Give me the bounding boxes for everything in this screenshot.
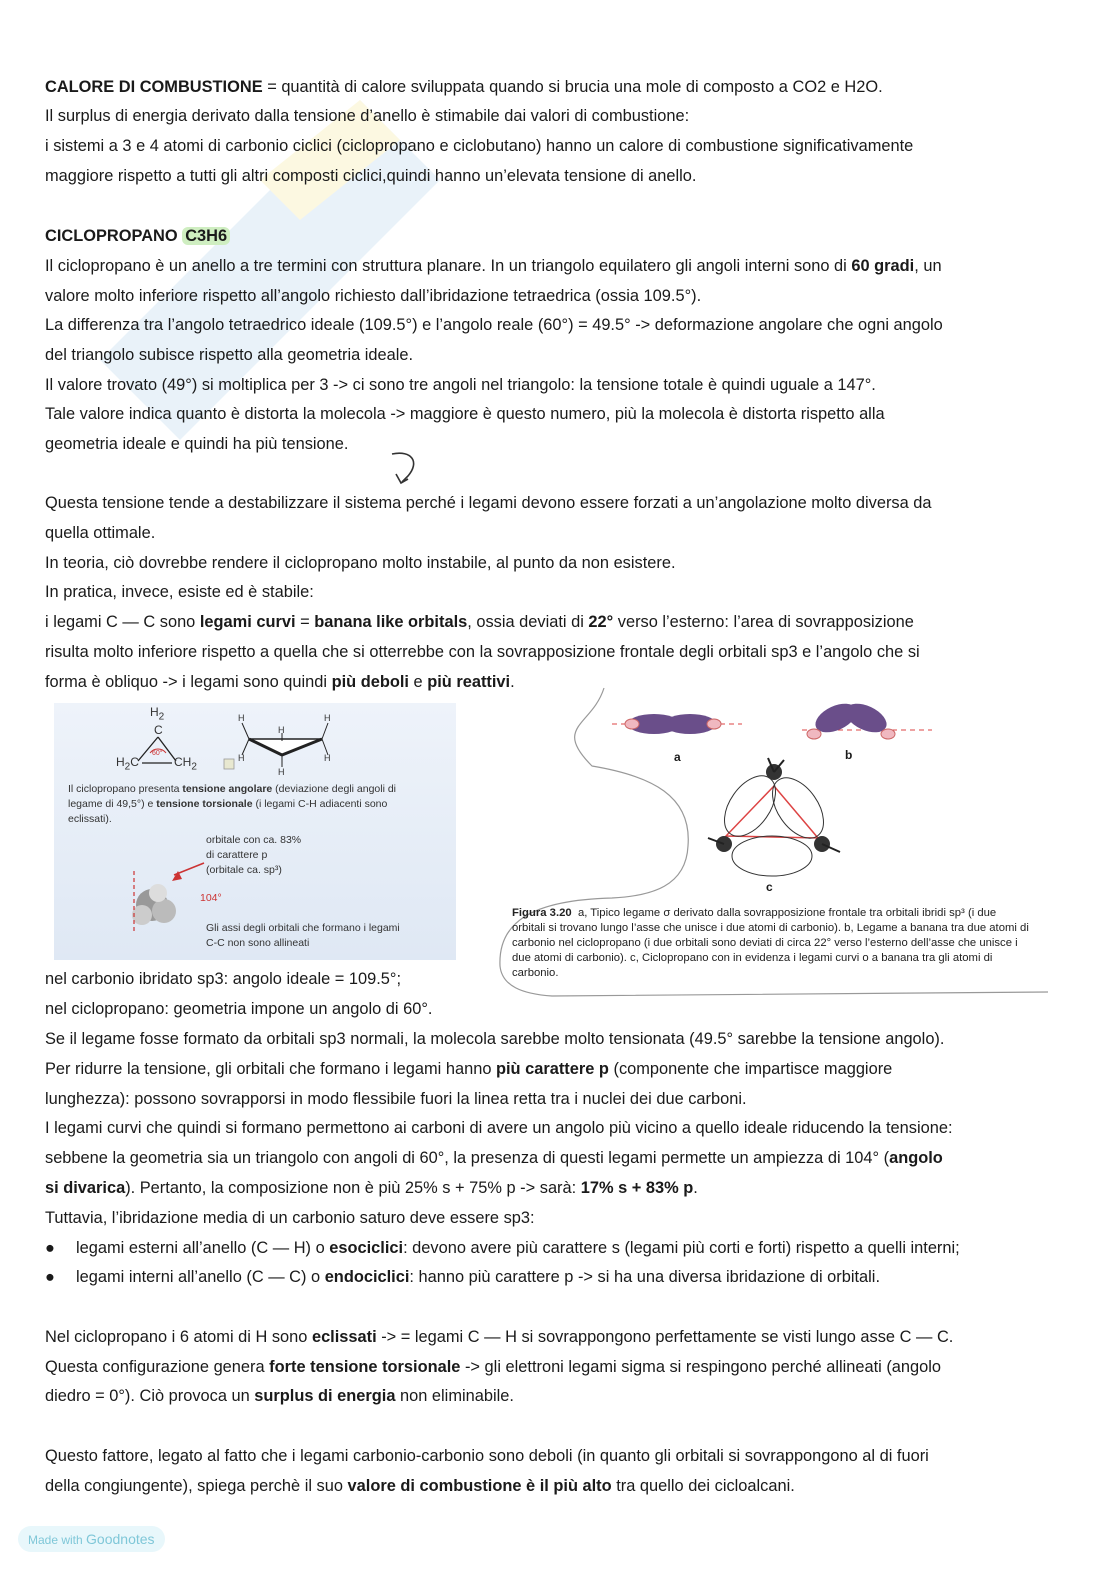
orbitale-label-2: di carattere p bbox=[206, 849, 268, 861]
calore-line-4: maggiore rispetto a tutti gli altri composti ciclici,quindi hanno un’elevata tensione di anello. bbox=[45, 167, 697, 185]
ciclo-line-6: Tale valore indica quanto è distorta la molecola -> maggiore è questo numero, più la molecola è distorta rispetto alla bbox=[45, 405, 885, 423]
bullet-icon: ● bbox=[45, 1239, 55, 1257]
bullet-esociclici: ● legami esterni all’anello (C — H) o esociclici: devono avere più carattere s (legami più corti e forti) rispetto a quelli interni; bbox=[45, 1239, 960, 1257]
figure-description-2: legame di 49,5°) e tensione torsionale (i legami C-H adiacenti sono bbox=[68, 798, 388, 810]
calore-line-3: i sistemi a 3 e 4 atomi di carbonio ciclici (ciclopropano e ciclobutano) hanno un calore di combustione significativamente bbox=[45, 137, 914, 155]
ciclo-heading: CICLOPROPANO bbox=[45, 227, 178, 245]
ciclo-line-1: Il ciclopropano è un anello a tre termini con struttura planare. In un triangolo equilatero gli angoli interni sono di 60 gradi, un bbox=[45, 257, 942, 275]
curved-arrow-icon bbox=[386, 448, 426, 488]
ciclo-heading-line bbox=[45, 225, 230, 247]
ibrid-line-1: nel carbonio ibridato sp3: angolo ideale = 109.5°; bbox=[45, 970, 402, 988]
angle-104-label: 104° bbox=[200, 892, 222, 904]
ibrid-line-4: Per ridurre la tensione, gli orbitali che formano i legami hanno più carattere p (componente che impartisce maggiore bbox=[45, 1060, 893, 1078]
tensione-line-5: i legami C — C sono legami curvi = banana like orbitals, ossia deviati di 22° verso l’esterno: l’area di sovrapposizione bbox=[45, 613, 914, 631]
assi-label-1: Gli assi degli orbitali che formano i legami bbox=[206, 922, 400, 934]
bullet-endociclici: ● legami interni all’anello (C — C) o endociclici: hanno più carattere p -> si ha una diversa ibridazione di orbitali. bbox=[45, 1268, 881, 1286]
eclissati-line-2: Questa configurazione genera forte tensione torsionale -> gli elettroni legami sigma si respingono perché allineati (angolo bbox=[45, 1358, 942, 1376]
figure-description-1: Il ciclopropano presenta tensione angolare (deviazione degli angoli di bbox=[68, 783, 397, 795]
eclissati-line-3: diedro = 0°). Ciò provoca un surplus di energia non eliminabile. bbox=[45, 1387, 514, 1405]
figure-caption: Figura 3.20 a, Tipico legame σ derivato dalla sovrapposizione frontale tra orbitali ibridi sp³ (i due orbitali si trovano lungo l’asse che unisce i due atomi di carbonio). b, Legame a banana tra due atomi di carbonio nel ciclopropano (i due orbitali sono deviati di circa 22° verso l’esterno dell’asse che unisce i due atomi di carbonio). c, Ciclopropano con in evidenza i legami curvi o a banana tra gli atomi di carbonio. bbox=[512, 907, 1029, 979]
ciclo-line-7: geometria ideale e quindi ha più tensione. bbox=[45, 435, 349, 453]
figure-label-c: c bbox=[766, 880, 773, 894]
orbitale-label-3: (orbitale ca. sp³) bbox=[206, 864, 282, 876]
orbitale-label-1: orbitale con ca. 83% bbox=[206, 834, 302, 846]
tensione-line-6: risulta molto inferiore rispetto a quella che si otterrebbe con la sovrapposizione frontale degli orbitali sp3 e l’angolo che si bbox=[45, 643, 920, 661]
figure-label-b: b bbox=[845, 748, 853, 762]
figure-description-3: eclissati). bbox=[68, 813, 112, 825]
goodnotes-badge[interactable]: Made with Goodnotes bbox=[18, 1526, 165, 1552]
ibrid-line-2: nel ciclopropano: geometria impone un angolo di 60°. bbox=[45, 1000, 433, 1018]
bullet-icon: ● bbox=[45, 1268, 55, 1286]
ibrid-line-3: Se il legame fosse formato da orbitali sp3 normali, la molecola sarebbe molto tensionata (49.5° sarebbe la tensione angolo). bbox=[45, 1030, 945, 1048]
ciclo-line-5: Il valore trovato (49°) si moltiplica per 3 -> ci sono tre angoli nel triangolo: la tensione totale è quindi uguale a 147°. bbox=[45, 376, 876, 394]
calore-line-1: CALORE DI COMBUSTIONE = quantità di calore sviluppata quando si brucia una mole di composto a CO2 e H2O. bbox=[45, 78, 883, 96]
ibrid-line-6: I legami curvi che quindi si formano permettono ai carboni di avere un angolo più vicino a quello ideale riducendo la tensione: bbox=[45, 1119, 953, 1137]
ciclo-line-4: del triangolo subisce rispetto alla geometria ideale. bbox=[45, 346, 414, 364]
tensione-line-1: Questa tensione tende a destabilizzare il sistema perché i legami devono essere forzati a un’angolazione molto diversa da bbox=[45, 494, 932, 512]
assi-label-2: C-C non sono allineati bbox=[206, 937, 310, 949]
calore-heading: CALORE DI COMBUSTIONE bbox=[45, 78, 263, 96]
fattore-line-2: della congiungente), spiega perchè il suo valore di combustione è il più alto tra quello dei cicloalcani. bbox=[45, 1477, 795, 1495]
ciclo-line-2: valore molto inferiore rispetto all’angolo richiesto dall’ibridazione tetraedrica (ossia 109.5°). bbox=[45, 287, 702, 305]
eclissati-line-1: Nel ciclopropano i 6 atomi di H sono eclissati -> = legami C — H si sovrappongono perfettamente se visti lungo asse C — C. bbox=[45, 1328, 954, 1346]
ciclo-formula: C3H6 bbox=[182, 227, 230, 245]
ibrid-line-5: lunghezza): possono sovrapporsi in modo flessibile fuori la linea retta tra i nuclei dei due carboni. bbox=[45, 1090, 747, 1108]
figure-label-a: a bbox=[674, 750, 681, 764]
tensione-line-7: forma è obliquo -> i legami sono quindi più deboli e più reattivi. bbox=[45, 673, 515, 691]
ibrid-line-7: sebbene la geometria sia un triangolo con angoli di 60°, la presenza di questi legami permette un ampiezza di 104° (angolo bbox=[45, 1149, 943, 1167]
calore-line-2: Il surplus di energia derivato dalla tensione d’anello è stimabile dai valori di combustione: bbox=[45, 107, 690, 125]
ibrid-line-8: si divarica). Pertanto, la composizione non è più 25% s + 75% p -> sarà: 17% s + 83% p. bbox=[45, 1179, 698, 1197]
ibrid-line-9: Tuttavia, l’ibridazione media di un carbonio saturo deve essere sp3: bbox=[45, 1209, 535, 1227]
cyclopropane-figure: $H_2$ C $H_2C$ $CH_2$ 60° H H H H H H Il ciclopropano presenta tensione angolare (deviazione degli angoli di legame di 49,5°) e tensione torsionale (i legami C-H adiacenti sono eclissati). orbitale con ca. 83% di carattere p (orbitale ca. sp³) 104° Gli assi degli orbitali che formano i legami C-C non sono allineati bbox=[54, 703, 456, 960]
goodnotes-logo: Goodnotes bbox=[86, 1531, 155, 1547]
tensione-line-3: In teoria, ciò dovrebbe rendere il ciclopropano molto instabile, al punto da non esistere. bbox=[45, 554, 676, 572]
tensione-line-2: quella ottimale. bbox=[45, 524, 156, 542]
caption-title: Figura 3.20 bbox=[512, 907, 572, 919]
fattore-line-1: Questo fattore, legato al fatto che i legami carbonio-carbonio sono deboli (in quanto gli orbitali si sovrappongono al di fuori bbox=[45, 1447, 929, 1465]
ciclo-line-3: La differenza tra l’angolo tetraedrico ideale (109.5°) e l’angolo reale (60°) = 49.5° -> deformazione angolare che ogni angolo bbox=[45, 316, 943, 334]
tensione-line-4: In pratica, invece, esiste ed è stabile: bbox=[45, 583, 314, 601]
